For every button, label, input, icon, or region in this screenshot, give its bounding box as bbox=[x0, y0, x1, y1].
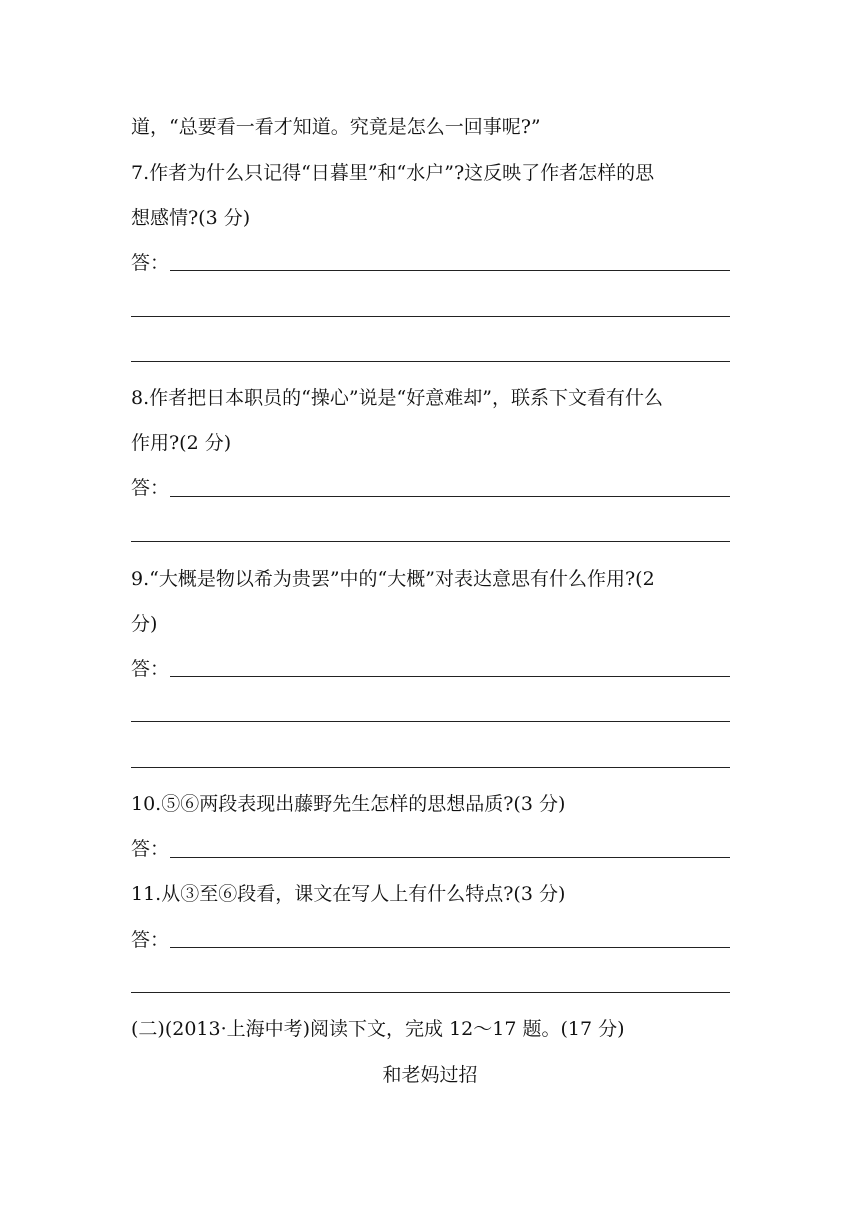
answer-line[interactable] bbox=[131, 992, 730, 993]
answer-line[interactable] bbox=[170, 270, 730, 271]
answer-line[interactable] bbox=[170, 496, 730, 497]
answer-line[interactable] bbox=[170, 676, 730, 677]
answer-line[interactable] bbox=[131, 316, 730, 317]
article-title: 和老妈过招 bbox=[382, 1064, 478, 1086]
answer-label: 答： bbox=[131, 658, 170, 680]
question-7: 7.作者为什么只记得“日暮里”和“水户”?这反映了作者怎样的思 bbox=[131, 162, 655, 184]
answer-line[interactable] bbox=[131, 361, 730, 362]
answer-line[interactable] bbox=[131, 541, 730, 542]
question-11: 11.从③至⑥段看，课文在写人上有什么特点?(3 分) bbox=[131, 883, 566, 905]
answer-line[interactable] bbox=[131, 767, 730, 768]
question-8-cont: 作用?(2 分) bbox=[131, 432, 232, 454]
question-9-cont: 分) bbox=[131, 613, 158, 635]
answer-line[interactable] bbox=[170, 857, 730, 858]
answer-label: 答： bbox=[131, 477, 170, 499]
answer-label: 答： bbox=[131, 838, 170, 860]
section-heading: (二)(2013·上海中考)阅读下文，完成 12～17 题。(17 分) bbox=[131, 1018, 625, 1040]
answer-label: 答： bbox=[131, 929, 170, 951]
question-8: 8.作者把日本职员的“操心”说是“好意难却”，联系下文看有什么 bbox=[131, 387, 663, 409]
answer-line[interactable] bbox=[131, 721, 730, 722]
answer-line[interactable] bbox=[170, 947, 730, 948]
question-7-cont: 想感情?(3 分) bbox=[131, 207, 251, 229]
question-10: 10.⑤⑥两段表现出藤野先生怎样的思想品质?(3 分) bbox=[131, 793, 566, 815]
question-9: 9.“大概是物以希为贵罢”中的“大概”对表达意思有什么作用?(2 bbox=[131, 568, 655, 590]
answer-label: 答： bbox=[131, 252, 170, 274]
text-line: 道，“总要看一看才知道。究竟是怎么一回事呢?” bbox=[131, 116, 541, 138]
